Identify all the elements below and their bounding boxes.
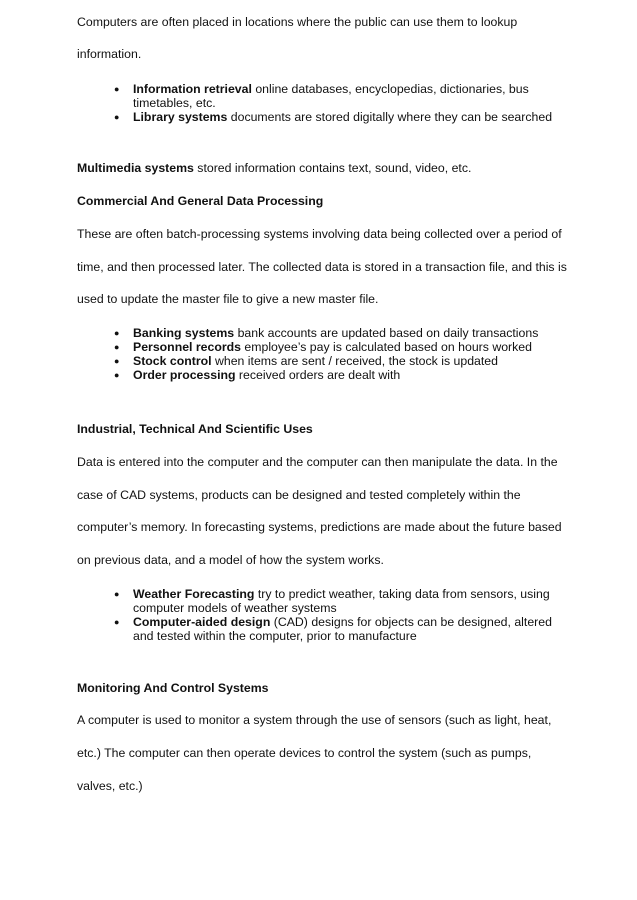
paragraph-line: used to update the master file to give a new master file. — [77, 292, 379, 306]
list-item-term: Banking systems — [133, 326, 235, 340]
bullet-icon: ● — [114, 342, 120, 352]
section-heading: Industrial, Technical And Scientific Uses — [77, 422, 313, 436]
list-item-desc: (CAD) designs for objects can be designed, altered and tested within the computer, prior to manufacture — [133, 615, 552, 643]
bullet-icon: ● — [114, 84, 120, 94]
list-item — [0, 110, 563, 124]
list-item-desc: received orders are dealt with — [235, 368, 401, 382]
paragraph-line: information. — [77, 47, 142, 61]
bullet-icon: ● — [114, 370, 120, 380]
paragraph-line: These are often batch-processing systems involving data being collected over a period of — [77, 227, 562, 241]
section-heading: Commercial And General Data Processing — [77, 194, 324, 208]
list-item — [0, 354, 563, 368]
list-item-desc: try to predict weather, taking data from sensors, using computer models of weather systems — [133, 587, 550, 615]
paragraph-line: etc.) The computer can then operate devices to control the system (such as pumps, — [77, 746, 532, 760]
list-item-desc: documents are stored digitally where they can be searched — [227, 110, 553, 124]
list-item — [0, 615, 563, 643]
bullet-list-commercial — [0, 326, 637, 382]
list-item — [0, 587, 563, 615]
list-item-desc: employee’s pay is calculated based on hours worked — [240, 340, 532, 354]
list-item-term: Information retrieval — [133, 82, 252, 96]
paragraph-line: computer’s memory. In forecasting systems, predictions are made about the future based — [77, 520, 562, 534]
bullet-icon: ● — [114, 112, 120, 122]
list-item-term: Personnel records — [133, 340, 241, 354]
list-item-term: Library systems — [133, 110, 228, 124]
list-item-desc: online databases, encyclopedias, dictionaries, bus timetables, etc. — [133, 82, 529, 110]
list-item-desc: bank accounts are updated based on daily transactions — [234, 326, 539, 340]
section-heading: Monitoring And Control Systems — [77, 681, 269, 695]
list-item-desc: when items are sent / received, the stock is updated — [211, 354, 498, 368]
list-item — [0, 326, 563, 340]
paragraph-multimedia — [77, 161, 471, 175]
paragraph-line: Data is entered into the computer and the computer can then manipulate the data. In the — [77, 455, 558, 469]
list-item-term: Stock control — [133, 354, 212, 368]
paragraph-line: case of CAD systems, products can be designed and tested completely within the — [77, 488, 521, 502]
bullet-list-industrial — [0, 587, 637, 643]
paragraph-line: time, and then processed later. The collected data is stored in a transaction file, and this is — [77, 260, 567, 274]
bullet-icon: ● — [114, 356, 120, 366]
description: stored information contains text, sound, video, etc. — [193, 161, 472, 175]
list-item-term: Order processing — [133, 368, 236, 382]
list-item — [0, 82, 563, 110]
paragraph-line: A computer is used to monitor a system through the use of sensors (such as light, heat, — [77, 713, 552, 727]
bullet-icon: ● — [114, 617, 120, 627]
paragraph-line: valves, etc.) — [77, 779, 143, 793]
term: Multimedia systems — [77, 161, 194, 175]
list-item — [0, 368, 563, 382]
paragraph-line: Computers are often placed in locations where the public can use them to lookup — [77, 15, 518, 29]
list-item-term: Computer-aided design — [133, 615, 271, 629]
bullet-list-public-use — [0, 82, 637, 124]
list-item — [0, 340, 563, 354]
bullet-icon: ● — [114, 589, 120, 599]
bullet-icon: ● — [114, 328, 120, 338]
paragraph-line: on previous data, and a model of how the system works. — [77, 553, 384, 567]
list-item-term: Weather Forecasting — [133, 587, 255, 601]
